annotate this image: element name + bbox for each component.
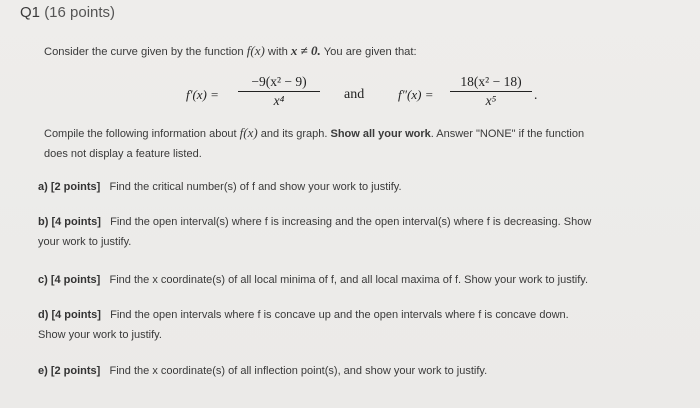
fdouble-denominator: x⁵ <box>485 93 497 108</box>
part-a <box>38 177 402 197</box>
intro-text <box>44 43 417 59</box>
fdouble-bar <box>450 91 532 92</box>
fdouble-lhs: f″(x) = <box>398 87 434 102</box>
fdouble-fraction <box>450 74 532 109</box>
instructions-line1 <box>44 123 584 144</box>
formula-period: . <box>534 87 538 102</box>
part-b <box>38 212 591 252</box>
part-c-text: Find the x coordinate(s) of all local minima of f, and all local maxima of f. Show your work to justify. <box>109 274 589 286</box>
part-b-text2: your work to justify. <box>38 236 132 248</box>
fprime-numerator: −9(x² − 9) <box>251 74 307 89</box>
instructions-text1: Compile the following information about <box>44 128 237 140</box>
part-e <box>38 361 487 381</box>
intro-condition: x ≠ 0. <box>290 43 321 58</box>
question-points: (16 points) <box>44 4 116 21</box>
part-d-text: Find the open intervals where f is concave up and the open intervals where f is concave down. <box>110 309 569 321</box>
intro-function: f(x) <box>246 43 265 58</box>
instructions-text3: . Answer "NONE" if the function <box>430 128 585 140</box>
fdouble-numerator: 18(x² − 18) <box>460 74 522 89</box>
intro-with: with <box>267 46 288 58</box>
instructions <box>44 123 584 164</box>
instructions-function: f(x) <box>239 125 258 140</box>
instructions-bold: Show all your work <box>330 128 431 140</box>
part-c <box>38 270 588 290</box>
instructions-text2: and its graph. <box>260 128 328 140</box>
part-b-label: b) [4 points] <box>38 216 101 228</box>
intro-after: You are given that: <box>323 46 417 58</box>
fprime-denominator: x⁴ <box>273 93 285 108</box>
fprime-lhs: f′(x) = <box>186 87 219 102</box>
question-title <box>20 4 115 21</box>
fprime-fraction <box>238 74 320 109</box>
part-d <box>38 305 569 345</box>
part-a-label: a) [2 points] <box>38 181 101 193</box>
instructions-line2: does not display a feature listed. <box>44 148 202 160</box>
part-e-label: e) [2 points] <box>38 365 101 377</box>
part-e-text: Find the x coordinate(s) of all inflection point(s), and show your work to justify. <box>109 365 488 377</box>
fprime-bar <box>238 91 320 92</box>
and-word: and <box>344 87 365 102</box>
part-c-label: c) [4 points] <box>38 274 101 286</box>
part-b-text: Find the open interval(s) where f is increasing and the open interval(s) where f is decreasing. Show <box>110 216 592 228</box>
question-number: Q1 <box>20 4 41 21</box>
derivative-formulas <box>0 70 700 120</box>
part-d-text2: Show your work to justify. <box>38 329 162 341</box>
intro-before: Consider the curve given by the function <box>44 46 244 58</box>
part-d-label: d) [4 points] <box>38 309 101 321</box>
part-a-text: Find the critical number(s) of f and show your work to justify. <box>109 181 402 193</box>
